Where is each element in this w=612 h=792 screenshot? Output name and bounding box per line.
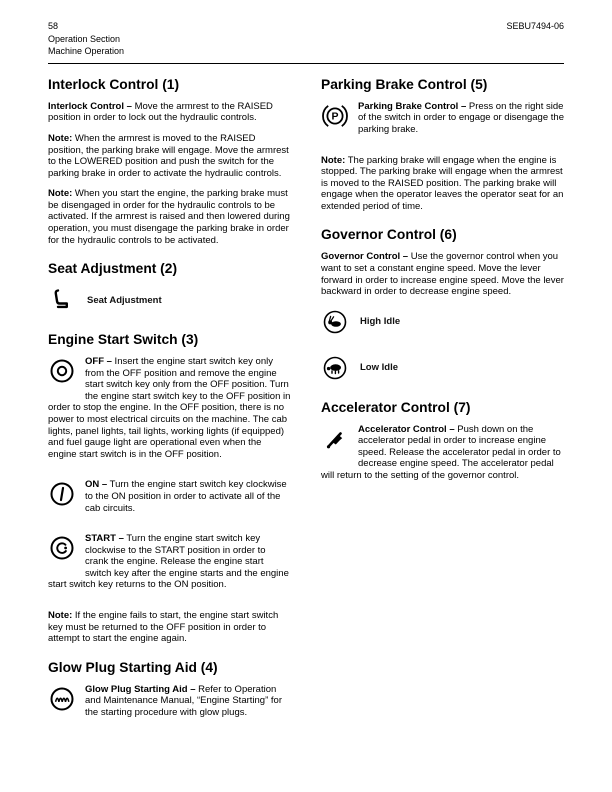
note bbox=[48, 188, 291, 246]
note-label: Note: bbox=[48, 188, 73, 200]
accelerator-pedal-icon bbox=[321, 425, 349, 459]
page-header bbox=[48, 20, 564, 58]
paragraph-text: Move the armrest to the RAISED position in order to lock out the hydraulic controls. bbox=[48, 100, 273, 124]
heading-engine-start-switch: Engine Start Switch (3) bbox=[48, 332, 199, 348]
parking-brake-block bbox=[321, 101, 564, 145]
paragraph-text: Turn the engine start switch key clockwise to the START position in order to crank the engine. Release the engine start switch key after the engine starts and the engine start switch key returns to the ON position. bbox=[48, 533, 289, 591]
glow-plug-block bbox=[48, 684, 291, 728]
paragraph-lead: Accelerator Control – bbox=[358, 423, 455, 435]
note bbox=[321, 155, 564, 213]
paragraph-lead: Interlock Control – bbox=[48, 100, 132, 112]
engine-start-start-icon bbox=[48, 534, 76, 568]
engine-start-off-icon bbox=[48, 357, 76, 391]
accelerator-block bbox=[321, 424, 564, 491]
paragraph-lead: START – bbox=[85, 533, 124, 545]
heading-seat-adjustment: Seat Adjustment (2) bbox=[48, 261, 178, 277]
section-title: Operation Section bbox=[48, 33, 121, 44]
column-right bbox=[321, 74, 564, 738]
high-idle-item bbox=[321, 308, 564, 336]
paragraph-lead: OFF – bbox=[85, 356, 112, 368]
header-rule bbox=[48, 63, 564, 64]
section-glow-plug-starting-aid bbox=[48, 660, 291, 728]
section-seat-adjustment bbox=[48, 261, 291, 314]
heading-glow-plug-starting-aid: Glow Plug Starting Aid (4) bbox=[48, 659, 218, 675]
paragraph-lead: Governor Control – bbox=[321, 251, 409, 263]
note bbox=[48, 133, 291, 179]
low-idle-turtle-icon bbox=[321, 354, 349, 382]
high-idle-rabbit-icon bbox=[321, 308, 349, 336]
note-label: Note: bbox=[48, 132, 73, 144]
heading-parking-brake-control: Parking Brake Control (5) bbox=[321, 76, 488, 92]
paragraph-text: Refer to Operation and Maintenance Manual, “Engine Starting” for the starting procedure with glow plugs. bbox=[85, 683, 282, 718]
on-position-block bbox=[48, 479, 291, 523]
note-text: When you start the engine, the parking brake must be disengaged in order for the hydraulic controls to be activated. If the armrest is raised and then lowered during operation, you must disengage the parking brake in order for the hydraulic controls to be activated. bbox=[48, 188, 290, 246]
note bbox=[48, 610, 291, 645]
section-accelerator-control bbox=[321, 400, 564, 491]
parking-brake-icon bbox=[321, 102, 349, 136]
svg-text:P: P bbox=[331, 110, 339, 123]
paragraph-text: Push down on the accelerator pedal in order to increase engine speed. Release the accelerator pedal in order to decrease engine speed. The accelerator pedal will return to the setting of the governor control. bbox=[321, 423, 561, 482]
high-idle-label: High Idle bbox=[360, 316, 401, 328]
seat-adjustment-label: Seat Adjustment bbox=[87, 294, 162, 306]
paragraph bbox=[48, 684, 291, 719]
note-text: The parking brake will engage when the engine is stopped. The parking brake will engage when the armrest is moved to the RAISED position. The parking brake will engage when the operator leaves the operator seat for an extended period of time. bbox=[321, 154, 564, 212]
section-interlock-control bbox=[48, 77, 291, 246]
paragraph-lead: ON – bbox=[85, 479, 108, 491]
engine-start-on-icon bbox=[48, 480, 76, 514]
seat-adjustment-item bbox=[48, 286, 291, 314]
note-text: When the armrest is moved to the RAISED position, the parking brake will engage. Move the armrest to the LOWERED position and push the switch for the parking brake in order to activate the hydraulic controls. bbox=[48, 132, 289, 179]
paragraph bbox=[48, 356, 291, 460]
paragraph-text: Use the governor control when you want to set a constant engine speed. Move the lever forward in order to increase engine speed. Move the lever backward in order to decrease engine speed. bbox=[321, 251, 564, 298]
section-engine-start-switch bbox=[48, 332, 291, 645]
heading-governor-control: Governor Control (6) bbox=[321, 227, 457, 243]
seat-icon bbox=[48, 286, 76, 314]
paragraph-text: Turn the engine start switch key clockwise to the ON position in order to activate all of the cab circuits. bbox=[85, 479, 287, 514]
start-position-block bbox=[48, 533, 291, 600]
paragraph bbox=[321, 101, 564, 136]
note-text: If the engine fails to start, the engine start switch key must be returned to the OFF position in order to attempt to start the engine again. bbox=[48, 609, 279, 645]
page-number: 58 bbox=[48, 21, 59, 31]
paragraph-lead: Parking Brake Control – bbox=[358, 100, 467, 112]
note-label: Note: bbox=[321, 154, 346, 166]
low-idle-label: Low Idle bbox=[360, 362, 398, 374]
paragraph bbox=[48, 101, 291, 124]
paragraph-text: Insert the engine start switch key only from the OFF position and remove the engine start switch key only from the OFF position. Turn the engine start switch key to the OFF position in order to stop the engine. In the OFF position, there is no power to most electrical circuits on the machine. The cab lights, panel lights, tail lights, working lights (if equipped) and fuel gauge light are operational even when the engine start switch is in the OFF position. bbox=[48, 356, 291, 460]
paragraph-text: Press on the right side of the switch in order to engage or disengage the parking brake. bbox=[358, 100, 564, 135]
glow-plug-icon bbox=[48, 685, 76, 719]
subsection-title: Machine Operation bbox=[48, 46, 125, 57]
note-label: Note: bbox=[48, 609, 73, 621]
paragraph bbox=[321, 251, 564, 297]
low-idle-item bbox=[321, 354, 564, 382]
header-left bbox=[48, 20, 124, 58]
doc-code: SEBU7494-06 bbox=[506, 21, 564, 31]
heading-accelerator-control: Accelerator Control (7) bbox=[321, 399, 471, 415]
paragraph bbox=[48, 533, 291, 591]
heading-interlock-control: Interlock Control (1) bbox=[48, 76, 180, 92]
section-parking-brake-control bbox=[321, 77, 564, 213]
column-left bbox=[48, 74, 291, 738]
two-column-layout bbox=[48, 74, 564, 738]
section-governor-control bbox=[321, 227, 564, 381]
paragraph bbox=[321, 424, 564, 482]
paragraph bbox=[48, 479, 291, 514]
off-position-block bbox=[48, 356, 291, 469]
paragraph-lead: Glow Plug Starting Aid – bbox=[85, 683, 196, 695]
